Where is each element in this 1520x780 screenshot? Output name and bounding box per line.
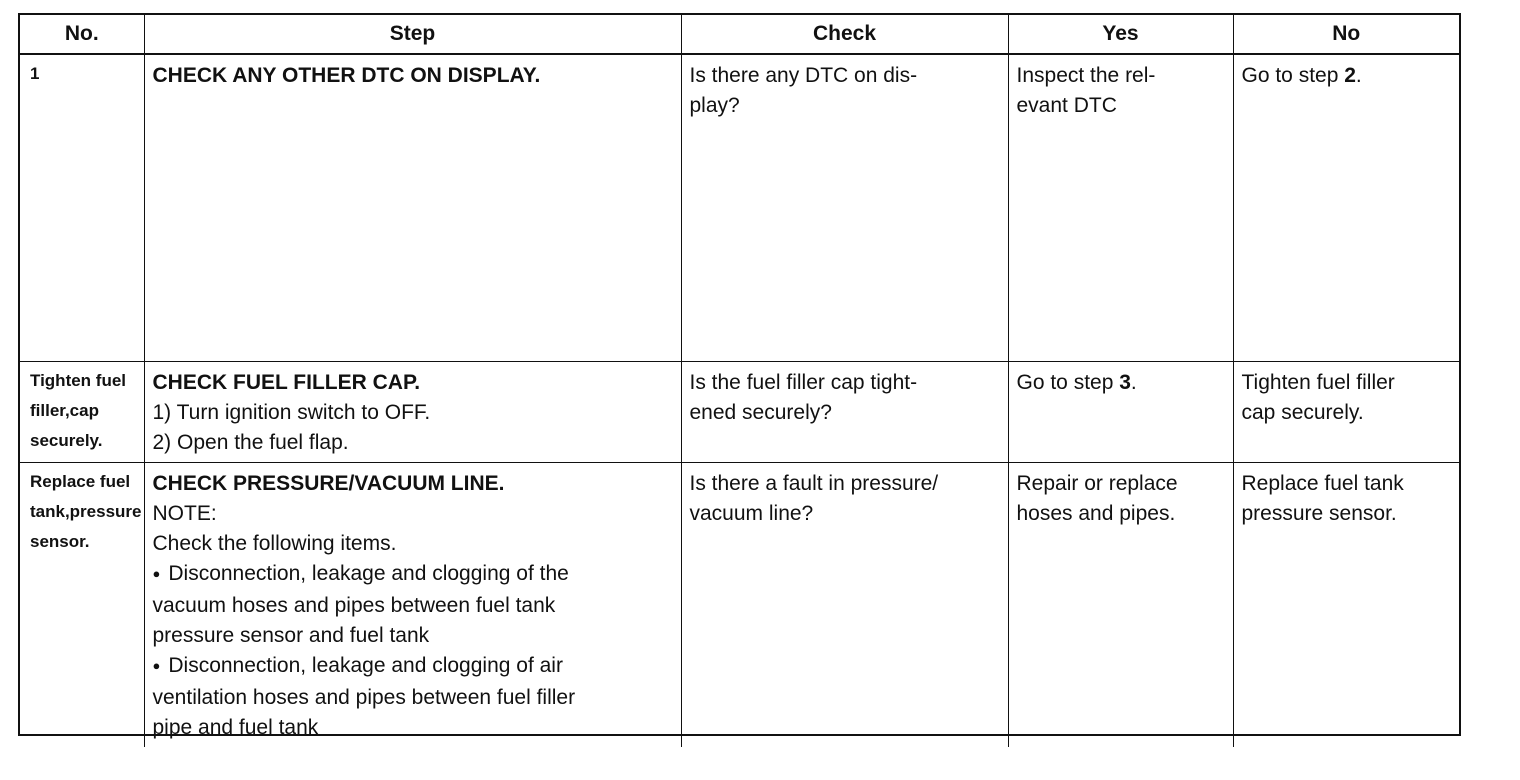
- check-text-line: vacuum line?: [689, 501, 814, 525]
- step-instruction: 2) Open the fuel flap.: [152, 430, 349, 454]
- check-text-line: ened securely?: [689, 400, 832, 424]
- no-cell: [1233, 54, 1459, 361]
- check-text-line: Is there a fault in pressure/: [689, 471, 939, 495]
- bullet-item-line: pressure sensor and fuel tank: [152, 623, 430, 647]
- check-cell: [681, 54, 1008, 361]
- yes-text-line: hoses and pipes.: [1016, 501, 1176, 525]
- check-text-line: play?: [689, 94, 740, 117]
- row-number: Tighten fuel filler,cap securely.: [30, 370, 127, 450]
- bullet-item-line: ● Disconnection, leakage and clogging of the: [153, 559, 673, 591]
- bullet-item-line: pipe and fuel tank: [152, 715, 319, 739]
- header-no: No.: [20, 15, 144, 54]
- yes-text-line: Repair or replace: [1016, 471, 1178, 495]
- no-cell: [1233, 361, 1459, 462]
- table-row: [20, 462, 1459, 747]
- step-instruction: 1) Turn ignition switch to OFF.: [152, 400, 431, 424]
- yes-text-line: evant DTC: [1016, 94, 1117, 117]
- no-text-suffix: .: [1355, 64, 1362, 87]
- header-no-result: No: [1233, 15, 1459, 54]
- check-cell: [681, 462, 1008, 747]
- step-title: CHECK ANY OTHER DTC ON DISPLAY.: [152, 64, 541, 87]
- note-label: NOTE:: [152, 501, 217, 525]
- row-number: Replace fuel tank,pressure sensor.: [30, 471, 142, 551]
- bullet-item-line: ventilation hoses and pipes between fuel filler: [152, 685, 576, 709]
- table-header-row: [20, 15, 1459, 54]
- bullet-item-line: vacuum hoses and pipes between fuel tank: [152, 593, 556, 617]
- header-yes: Yes: [1008, 15, 1233, 54]
- row-number-cell: [20, 462, 144, 747]
- no-text: Go to step: [1241, 64, 1345, 87]
- yes-text: Go to step: [1016, 370, 1120, 394]
- yes-text-suffix: .: [1130, 370, 1137, 394]
- row-number-cell: [20, 54, 144, 361]
- step-cell: [144, 54, 681, 361]
- yes-text-line: Inspect the rel-: [1016, 64, 1156, 87]
- step-reference: 2: [1344, 64, 1356, 87]
- table-row: [20, 54, 1459, 361]
- no-text-line: Tighten fuel filler: [1241, 370, 1395, 394]
- diagnostic-procedure-table: [20, 15, 1459, 747]
- row-number: 1: [30, 64, 40, 83]
- yes-cell: [1008, 54, 1233, 361]
- step-title: CHECK FUEL FILLER CAP.: [152, 370, 421, 394]
- yes-cell: [1008, 462, 1233, 747]
- row-number-cell: [20, 361, 144, 462]
- check-text-line: Is there any DTC on dis-: [689, 64, 918, 87]
- no-text-line: cap securely.: [1241, 400, 1364, 424]
- bullet-item-line: ● Disconnection, leakage and clogging of air: [153, 651, 673, 683]
- step-instruction: Check the following items.: [152, 531, 397, 555]
- check-cell: [681, 361, 1008, 462]
- table-row: [20, 361, 1459, 462]
- step-cell: [144, 361, 681, 462]
- step-cell: [144, 462, 681, 747]
- no-text-line: pressure sensor.: [1241, 501, 1397, 525]
- step-reference: 3: [1119, 370, 1131, 394]
- check-text-line: Is the fuel filler cap tight-: [689, 370, 918, 394]
- yes-cell: [1008, 361, 1233, 462]
- header-step: Step: [144, 15, 681, 54]
- header-check: Check: [681, 15, 1008, 54]
- no-text-line: Replace fuel tank: [1241, 471, 1404, 495]
- step-title: CHECK PRESSURE/VACUUM LINE.: [152, 471, 505, 495]
- diagnostic-table-frame: [18, 13, 1461, 739]
- no-cell: [1233, 462, 1459, 747]
